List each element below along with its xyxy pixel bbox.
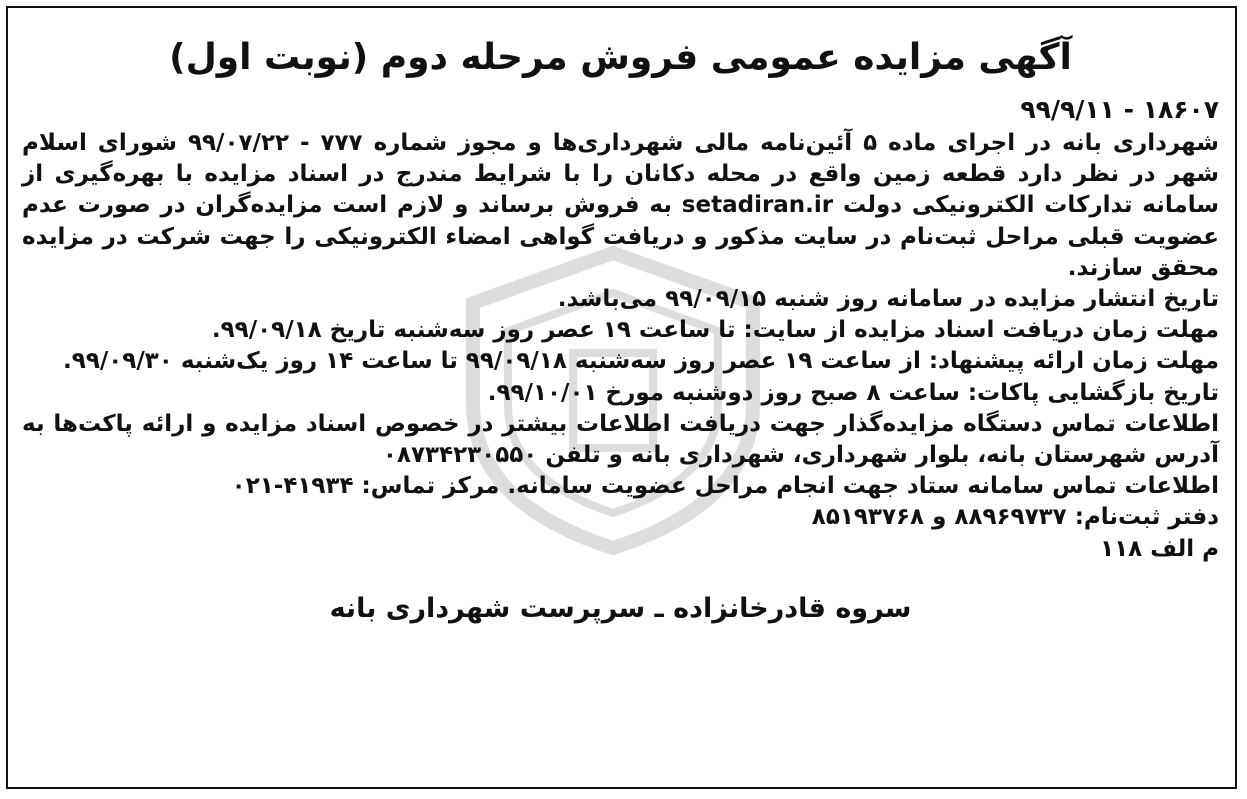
offer-deadline: مهلت زمان ارائه پیشنهاد: از ساعت ۱۹ عصر روز سه‌شنبه ۹۹/۰۹/۱۸ تا ساعت ۱۴ روز یک‌شنبه ۹۹/۰۹/۳۰. (63, 348, 1219, 375)
main-paragraph: شهرداری بانه در اجرای ماده ۵ آئین‌نامه مالی شهرداری‌ها و مجوز شماره ۷۷۷ - ۹۹/۰۷/۲۲ شورای اسلام شهر در نظر دارد قطعه زمین واقع در محله دکانان را با شرایط مندرج در اسناد مزایده با بهره‌گیری از سامانه تدارکات الکترونیکی دولت setadiran.ir به فروش برساند و لازم است مزایده‌گران در صورت عدم عضویت قبلی مراحل ثبت‌نام در سایت مذکور و دریافت گواهی امضاء الکترونیکی را جهت شرکت در مزایده محقق سازند. (22, 130, 1219, 281)
opening-date: تاریخ بازگشایی پاکات: ساعت ۸ صبح روز دوشنبه مورخ ۹۹/۱۰/۰۱. (487, 379, 1219, 406)
contact-info: اطلاعات تماس دستگاه مزایده‌گذار جهت دریافت اطلاعات بیشتر در خصوص اسناد مزایده و ارائه پاکت‌ها به آدرس شهرستان بانه، بلوار شهرداری، شهرداری بانه و تلفن ۰۸۷۳۴۲۳۰۵۵۰ (22, 410, 1219, 469)
setad-contact: اطلاعات تماس سامانه ستاد جهت انجام مراحل عضویت سامانه. مرکز تماس: ۴۱۹۳۴-۰۲۱ (231, 473, 1219, 500)
registry-office: دفتر ثبت‌نام: ۸۸۹۶۹۷۳۷ و ۸۵۱۹۳۷۶۸ (811, 504, 1219, 531)
reference-number: ۱۸۶۰۷ - ۹۹/۹/۱۱ (1020, 95, 1219, 124)
publish-date: تاریخ انتشار مزایده در سامانه روز شنبه ۹۹/۰۹/۱۵ می‌باشد. (557, 286, 1219, 313)
download-deadline: مهلت زمان دریافت اسناد مزایده از سایت: تا ساعت ۱۹ عصر روز سه‌شنبه تاریخ ۹۹/۰۹/۱۸. (211, 317, 1219, 344)
signature-line: سروه قادرخانزاده ـ سرپرست شهرداری بانه (329, 592, 912, 624)
auction-notice (6, 6, 1237, 789)
notice-code: م الف ۱۱۸ (1100, 535, 1219, 562)
notice-title: آگهی مزایده عمومی فروش مرحله دوم (نوبت اول) (169, 37, 1072, 78)
